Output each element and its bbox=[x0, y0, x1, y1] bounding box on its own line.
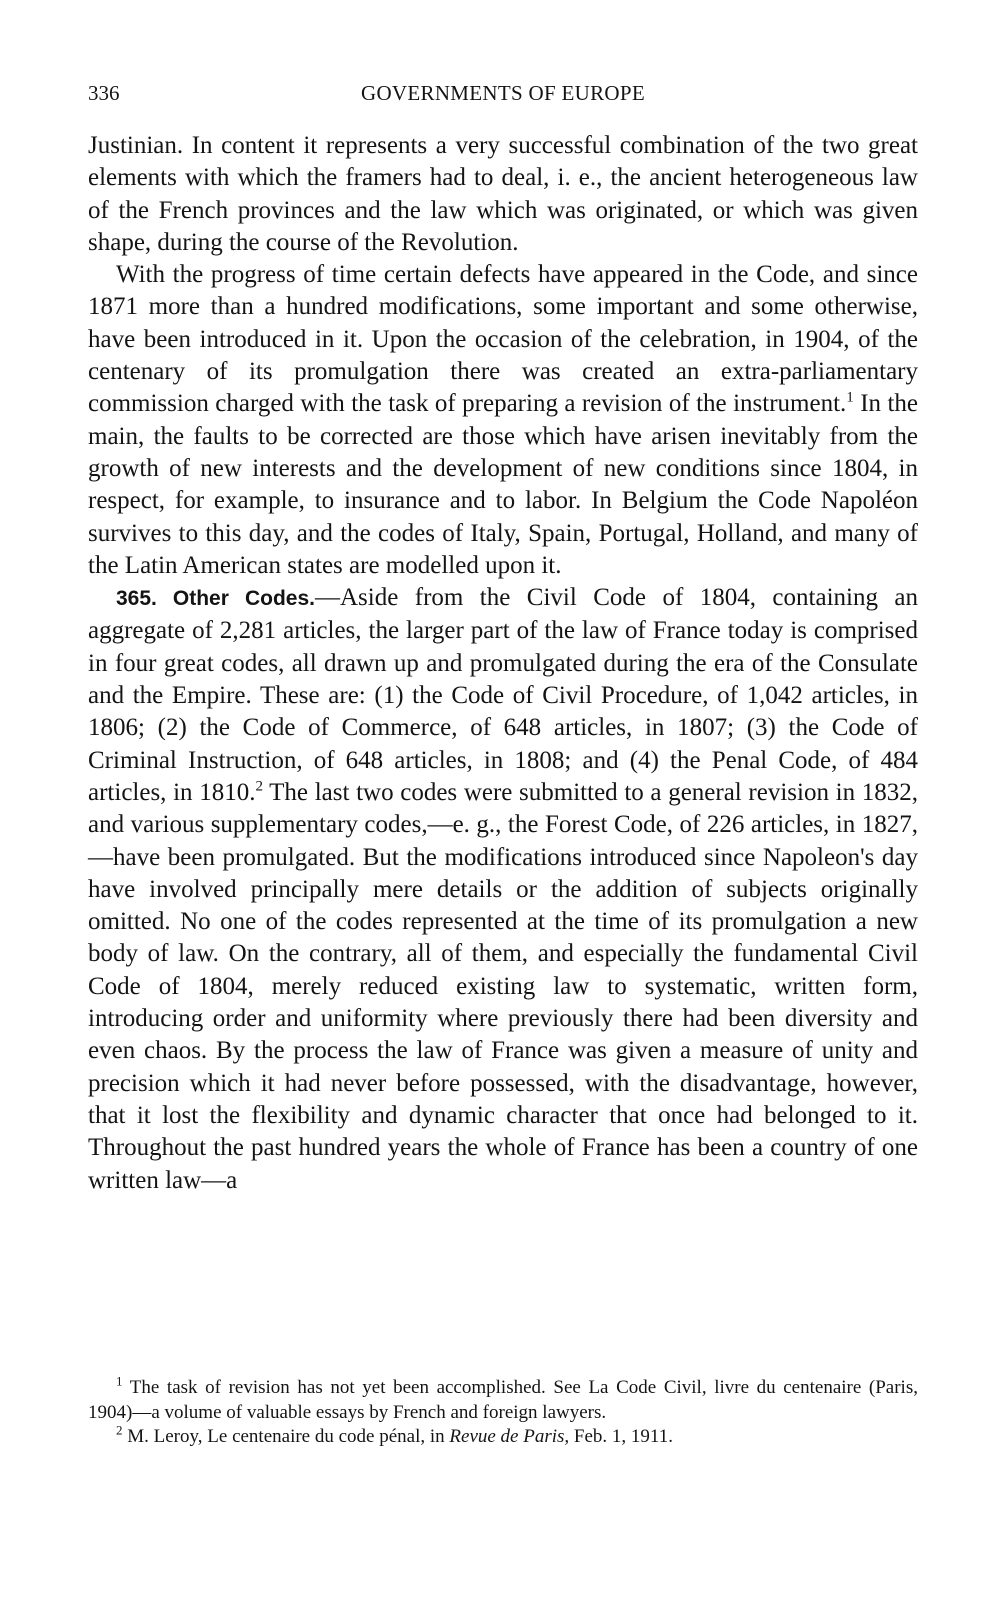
footnote-2 bbox=[88, 1422, 918, 1450]
main-text bbox=[88, 130, 918, 1197]
paragraph-text: With the progress of time certain defects have appeared in the Code, and since 1871 more than a hundred modifications, some important and some otherwise, have been introduced in it. Upon the occasion of the celebration, in 1904, of the centenary of its promulgation there was created an extra-parliamentary commission charged with the task of preparing a revision of the instrument. bbox=[88, 261, 918, 418]
footnote-ref-1[interactable]: 1 bbox=[846, 390, 854, 407]
footnote-1 bbox=[88, 1373, 918, 1425]
running-title: GOVERNMENTS OF EUROPE bbox=[361, 81, 645, 105]
paragraph-3 bbox=[88, 582, 918, 1197]
page-header bbox=[88, 78, 918, 108]
paragraph-text: The last two codes were submitted to a general revision in 1832, and various supplementary codes,—e. g., the Forest Code, of 226 articles, in 1827,—have been promulgated. But the modifications introduced since Napoleon's day have involved principally mere details or the addition of subjects originally omitted. No one of the codes represented at the time of its promulgation a new body of law. On the contrary, all of them, and especially the fundamental Civil Code of 1804, merely reduced existing law to systematic, written form, introducing order and uniformity where previously there had been diversity and even chaos. By the process the law of France was given a measure of unity and precision which it had never before possessed, with the disadvantage, however, that it lost the flexibility and dynamic character that once had belonged to it. Throughout the past hundred years the whole of France has been a country of one written law—a bbox=[88, 778, 918, 1194]
paragraph-text: In the main, the faults to be corrected are those which have arisen inevitably from the growth of new interests and the development of new conditions since 1804, in respect, for example, to insurance and to labor. In Belgium the Code Napoléon survives to this day, and the codes of Italy, Spain, Portugal, Holland, and many of the Latin American states are modelled upon it. bbox=[88, 390, 919, 579]
footnote-number: 2 bbox=[116, 1422, 123, 1438]
journal-title: Revue de Paris, bbox=[449, 1426, 570, 1447]
paragraph-text: —Aside from the Civil Code of 1804, containing an aggregate of 2,281 articles, the larger part of the law of France today is comprised in four great codes, all drawn up and promulgated during the era of the Consulate and the Empire. These are: (1) the Code of Civil Procedure, of 1,042 articles, in 1806; (2) the Code of Commerce, of 648 articles, in 1807; (3) the Code of Criminal Instruction, of 648 articles, in 1808; and (4) the Penal Code, of 484 articles, in 1810. bbox=[88, 584, 919, 806]
footnote-text: M. Leroy, Le centenaire du code pénal, in bbox=[127, 1426, 450, 1447]
footnote-text: Feb. 1, 1911. bbox=[569, 1426, 673, 1447]
paragraph-text: Justinian. In content it represents a very successful combination of the two great elements with which the framers had to deal, i. e., the ancient heterogeneous law of the French provinces and the law which was originated, or which was given shape, during the course of the Revolution. bbox=[88, 132, 918, 256]
page-number: 336 bbox=[88, 81, 120, 105]
footnote-ref-2[interactable]: 2 bbox=[255, 778, 263, 795]
section-heading: 365. Other Codes. bbox=[116, 587, 315, 611]
footnotes bbox=[88, 1373, 918, 1450]
paragraph-1 bbox=[88, 130, 918, 259]
paragraph-2 bbox=[88, 259, 918, 582]
footnote-text: The task of revision has not yet been accomplished. See La Code Civil, livre du centenaire (Paris, 1904)—a volume of valuable essays by French and foreign lawyers. bbox=[88, 1377, 918, 1423]
footnote-number: 1 bbox=[116, 1373, 123, 1389]
